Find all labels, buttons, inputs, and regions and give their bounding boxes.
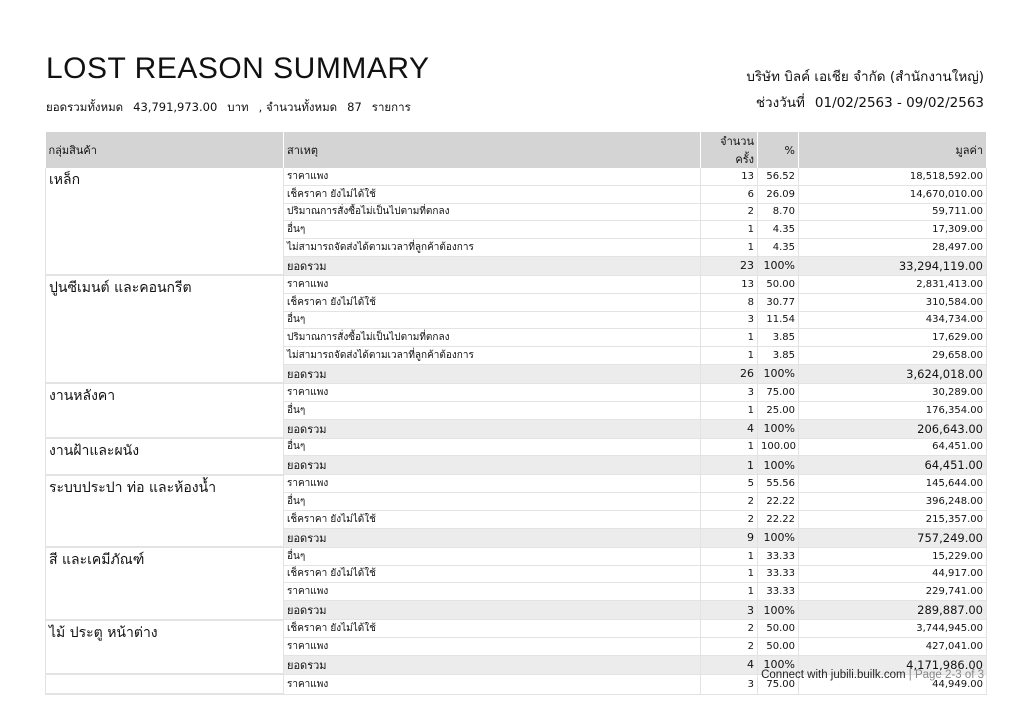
value-cell: 396,248.00	[799, 493, 987, 511]
count-cell: 2	[701, 510, 758, 528]
percent-cell: 8.70	[758, 203, 799, 221]
count-cell: 13	[701, 168, 758, 185]
reason-cell: อื่นๆ	[284, 438, 701, 456]
count-cell: 2	[701, 493, 758, 511]
total-label-cell: ยอดรวม	[284, 528, 701, 547]
total-count-cell: 1	[701, 456, 758, 475]
count-cell: 5	[701, 475, 758, 493]
percent-cell: 3.85	[758, 347, 799, 365]
count-cell: 3	[701, 383, 758, 401]
count-cell: 1	[701, 221, 758, 239]
reason-cell: ราคาแพง	[284, 168, 701, 185]
reason-cell: เช็คราคา ยังไม่ได้ใช้	[284, 293, 701, 311]
percent-cell: 11.54	[758, 311, 799, 329]
table-row	[46, 383, 987, 401]
count-cell: 1	[701, 347, 758, 365]
reason-cell: ปริมาณการสั่งซื้อไม่เป็นไปตามที่ตกลง	[284, 203, 701, 221]
product-group-cell: งานหลังคา	[46, 383, 284, 438]
report-title: LOST REASON SUMMARY	[46, 52, 430, 85]
value-cell: 229,741.00	[799, 583, 987, 601]
footer-connect: Connect with jubili.builk.com	[761, 669, 906, 681]
column-header-group: กลุ่มสินค้า	[46, 132, 284, 168]
value-cell: 176,354.00	[799, 401, 987, 419]
count-cell: 1	[701, 438, 758, 456]
column-header-value: มูลค่า	[799, 132, 987, 168]
reason-cell: เช็คราคา ยังไม่ได้ใช้	[284, 185, 701, 203]
column-header-reason: สาเหตุ	[284, 132, 701, 168]
total-label: ยอดรวมทั้งหมด	[46, 100, 124, 114]
count-unit: รายการ	[371, 100, 411, 114]
product-group-cell	[46, 674, 284, 694]
percent-cell: 33.33	[758, 547, 799, 565]
value-cell: 18,518,592.00	[799, 168, 987, 185]
percent-cell: 33.33	[758, 565, 799, 583]
reason-cell: ไม่สามารถจัดส่งได้ตามเวลาที่ลูกค้าต้องการ	[284, 239, 701, 257]
count-cell: 2	[701, 637, 758, 655]
reason-cell: ราคาแพง	[284, 383, 701, 401]
percent-cell: 50.00	[758, 620, 799, 638]
percent-cell: 50.00	[758, 275, 799, 293]
count-cell: 2	[701, 620, 758, 638]
total-percent-cell: 100%	[758, 655, 799, 674]
count-cell: 13	[701, 275, 758, 293]
total-value-cell: 289,887.00	[799, 601, 987, 620]
percent-cell: 55.56	[758, 475, 799, 493]
reason-cell: เช็คราคา ยังไม่ได้ใช้	[284, 620, 701, 638]
reason-cell: เช็คราคา ยังไม่ได้ใช้	[284, 510, 701, 528]
total-value-cell: 64,451.00	[799, 456, 987, 475]
value-cell: 29,658.00	[799, 347, 987, 365]
total-percent-cell: 100%	[758, 364, 799, 383]
column-header-count: จำนวนครั้ง	[701, 132, 758, 168]
total-label-cell: ยอดรวม	[284, 364, 701, 383]
value-cell: 14,670,010.00	[799, 185, 987, 203]
currency-label: บาท	[227, 100, 249, 114]
column-header-percent: %	[758, 132, 799, 168]
percent-cell: 100.00	[758, 438, 799, 456]
total-percent-cell: 100%	[758, 419, 799, 438]
count-cell: 1	[701, 239, 758, 257]
lost-reason-table	[45, 132, 987, 695]
reason-cell: อื่นๆ	[284, 311, 701, 329]
product-group-cell: ไม้ ประตู หน้าต่าง	[46, 620, 284, 675]
product-group-cell: ปูนซีเมนต์ และคอนกรีต	[46, 275, 284, 383]
percent-cell: 3.85	[758, 329, 799, 347]
value-cell: 28,497.00	[799, 239, 987, 257]
count-cell: 1	[701, 547, 758, 565]
percent-cell: 26.09	[758, 185, 799, 203]
percent-cell: 56.52	[758, 168, 799, 185]
reason-cell: ราคาแพง	[284, 637, 701, 655]
table-row	[46, 547, 987, 565]
table-header-row	[46, 132, 987, 168]
product-group-cell: เหล็ก	[46, 168, 284, 275]
value-cell: 59,711.00	[799, 203, 987, 221]
total-percent-cell: 100%	[758, 456, 799, 475]
total-percent-cell: 100%	[758, 528, 799, 547]
reason-cell: ราคาแพง	[284, 674, 701, 694]
value-cell: 17,309.00	[799, 221, 987, 239]
percent-cell: 33.33	[758, 583, 799, 601]
value-cell: 434,734.00	[799, 311, 987, 329]
count-cell: 3	[701, 674, 758, 694]
total-value-cell: 3,624,018.00	[799, 364, 987, 383]
company-name: บริษัท บิลค์ เอเชีย จำกัด (สำนักงานใหญ่)	[746, 69, 984, 85]
count-cell: 6	[701, 185, 758, 203]
value-cell: 2,831,413.00	[799, 275, 987, 293]
report-summary	[46, 99, 421, 117]
count-cell: 2	[701, 203, 758, 221]
product-group-cell: ระบบประปา ท่อ และห้องน้ำ	[46, 475, 284, 547]
total-count-cell: 9	[701, 528, 758, 547]
table-body	[46, 168, 987, 694]
percent-cell: 75.00	[758, 674, 799, 694]
count-value: 87	[347, 100, 362, 114]
total-label-cell: ยอดรวม	[284, 456, 701, 475]
date-range	[746, 91, 984, 113]
count-label: , จำนวนทั้งหมด	[258, 100, 338, 114]
reason-cell: อื่นๆ	[284, 401, 701, 419]
reason-cell: ไม่สามารถจัดส่งได้ตามเวลาที่ลูกค้าต้องการ	[284, 347, 701, 365]
total-label-cell: ยอดรวม	[284, 256, 701, 275]
reason-cell: เช็คราคา ยังไม่ได้ใช้	[284, 565, 701, 583]
percent-cell: 25.00	[758, 401, 799, 419]
date-value: 01/02/2563 - 09/02/2563	[814, 95, 984, 111]
value-cell: 64,451.00	[799, 438, 987, 456]
total-label-cell: ยอดรวม	[284, 419, 701, 438]
reason-cell: ราคาแพง	[284, 583, 701, 601]
total-count-cell: 23	[701, 256, 758, 275]
table-row	[46, 475, 987, 493]
reason-cell: ราคาแพง	[284, 275, 701, 293]
total-count-cell: 4	[701, 655, 758, 674]
reason-cell: อื่นๆ	[284, 547, 701, 565]
total-percent-cell: 100%	[758, 256, 799, 275]
count-cell: 8	[701, 293, 758, 311]
count-cell: 1	[701, 401, 758, 419]
reason-cell: อื่นๆ	[284, 493, 701, 511]
reason-cell: อื่นๆ	[284, 221, 701, 239]
value-cell: 15,229.00	[799, 547, 987, 565]
page-footer	[761, 669, 984, 681]
total-label-cell: ยอดรวม	[284, 655, 701, 674]
percent-cell: 4.35	[758, 239, 799, 257]
percent-cell: 30.77	[758, 293, 799, 311]
value-cell: 3,744,945.00	[799, 620, 987, 638]
table-row	[46, 275, 987, 293]
count-cell: 3	[701, 311, 758, 329]
total-value: 43,791,973.00	[133, 100, 218, 114]
value-cell: 17,629.00	[799, 329, 987, 347]
value-cell: 215,357.00	[799, 510, 987, 528]
count-cell: 1	[701, 329, 758, 347]
reason-cell: ปริมาณการสั่งซื้อไม่เป็นไปตามที่ตกลง	[284, 329, 701, 347]
value-cell: 44,917.00	[799, 565, 987, 583]
footer-page-number: | Page 2-3 of 3	[908, 669, 984, 681]
count-cell: 1	[701, 565, 758, 583]
product-group-cell: สี และเคมีภัณฑ์	[46, 547, 284, 619]
table-row	[46, 168, 987, 185]
reason-cell: ราคาแพง	[284, 475, 701, 493]
value-cell: 30,289.00	[799, 383, 987, 401]
product-group-cell: งานฝ้าและผนัง	[46, 438, 284, 475]
value-cell: 427,041.00	[799, 637, 987, 655]
percent-cell: 22.22	[758, 493, 799, 511]
total-value-cell: 757,249.00	[799, 528, 987, 547]
percent-cell: 75.00	[758, 383, 799, 401]
table-row	[46, 438, 987, 456]
total-value-cell: 4,171,986.00	[799, 655, 987, 674]
value-cell: 145,644.00	[799, 475, 987, 493]
percent-cell: 50.00	[758, 637, 799, 655]
total-value-cell: 206,643.00	[799, 419, 987, 438]
total-count-cell: 26	[701, 364, 758, 383]
total-count-cell: 3	[701, 601, 758, 620]
total-value-cell: 33,294,119.00	[799, 256, 987, 275]
value-cell: 310,584.00	[799, 293, 987, 311]
value-cell: 44,949.00	[799, 674, 987, 694]
percent-cell: 4.35	[758, 221, 799, 239]
total-percent-cell: 100%	[758, 601, 799, 620]
total-count-cell: 4	[701, 419, 758, 438]
date-label: ช่วงวันที่	[755, 95, 805, 111]
count-cell: 1	[701, 583, 758, 601]
total-label-cell: ยอดรวม	[284, 601, 701, 620]
table-row	[46, 620, 987, 638]
percent-cell: 22.22	[758, 510, 799, 528]
